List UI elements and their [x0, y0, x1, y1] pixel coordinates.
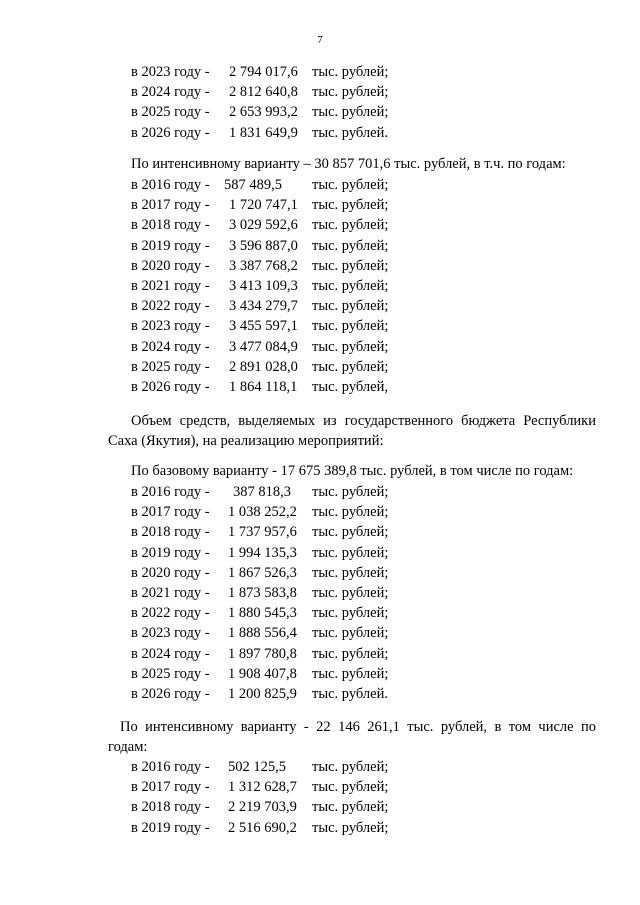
year-label: в 2023 году - [131, 64, 210, 80]
year-label: в 2016 году - [131, 484, 210, 500]
amount-value: 3 387 768,2 [229, 257, 298, 274]
budget-year-row [0, 543, 640, 563]
amount-value: 587 489,5 [224, 177, 282, 193]
budget-year-row [0, 337, 640, 357]
amount-value: 1 880 545,3 [228, 605, 297, 622]
amount-value: 1 867 526,3 [228, 564, 297, 581]
budget-year-row [0, 62, 640, 82]
year-label: в 2019 году - [131, 237, 210, 254]
budget-year-row [0, 757, 640, 777]
year-label: в 2016 году - [131, 759, 210, 775]
amount-value: 3 455 597,1 [229, 318, 298, 335]
currency-unit: тыс. рублей; [312, 338, 389, 355]
budget-year-row [0, 175, 640, 195]
budget-year-row [0, 583, 640, 603]
budget-year-row [0, 797, 640, 817]
amount-value: 1 994 135,3 [228, 544, 297, 561]
budget-year-row [0, 664, 640, 684]
amount-value: 1 897 780,8 [228, 645, 297, 662]
budget-year-row [0, 522, 640, 542]
budget-year-row [0, 215, 640, 235]
amount-value: 3 029 592,6 [229, 217, 298, 234]
currency-unit: тыс. рублей; [312, 779, 389, 796]
year-label: в 2026 году - [131, 379, 210, 395]
year-label: в 2024 году - [131, 338, 210, 355]
year-label: в 2018 году - [131, 524, 210, 541]
amount-value: 3 434 279,7 [229, 298, 298, 315]
currency-unit: тыс. рублей; [312, 278, 389, 294]
currency-unit: тыс. рублей; [312, 524, 389, 541]
currency-unit: тыс. рублей. [312, 124, 388, 141]
year-label: в 2018 году - [131, 799, 210, 816]
budget-year-row [0, 236, 640, 256]
section-heading-line: По интенсивному варианту – 30 857 701,6 тыс. рублей, в т.ч. по годам: [131, 156, 566, 172]
year-label: в 2017 году - [131, 504, 210, 521]
section-heading-line: Объем средств, выделяемых из государственного бюджета Республики [131, 413, 596, 429]
year-label: в 2023 году - [131, 318, 210, 335]
year-label: в 2026 году - [131, 124, 210, 141]
year-label: в 2024 году - [131, 84, 210, 101]
currency-unit: тыс. рублей; [312, 217, 389, 234]
section-heading-line: Саха (Якутия), на реализацию мероприятий: [108, 433, 384, 450]
year-label: в 2021 году - [131, 585, 210, 601]
currency-unit: тыс. рублей; [312, 759, 389, 775]
currency-unit: тыс. рублей; [312, 318, 389, 335]
budget-year-row [0, 82, 640, 102]
budget-year-row [0, 684, 640, 704]
budget-year-row [0, 482, 640, 502]
amount-value: 2 653 993,2 [229, 104, 298, 121]
year-label: в 2022 году - [131, 605, 210, 622]
currency-unit: тыс. рублей; [312, 84, 389, 101]
amount-value: 1 864 118,1 [229, 379, 298, 395]
amount-value: 2 794 017,6 [229, 64, 298, 80]
currency-unit: тыс. рублей; [312, 358, 389, 375]
currency-unit: тыс. рублей; [312, 197, 389, 214]
currency-unit: тыс. рублей; [312, 484, 389, 500]
currency-unit: тыс. рублей; [312, 605, 389, 622]
amount-value: 2 812 640,8 [229, 84, 298, 101]
year-label: в 2020 году - [131, 564, 210, 581]
currency-unit: тыс. рублей; [312, 237, 389, 254]
currency-unit: тыс. рублей. [312, 686, 388, 702]
amount-value: 1 720 747,1 [229, 197, 298, 214]
year-label: в 2019 году - [131, 544, 210, 561]
year-label: в 2024 году - [131, 645, 210, 662]
year-label: в 2023 году - [131, 625, 210, 642]
amount-value: 2 516 690,2 [228, 819, 297, 836]
budget-year-row [0, 623, 640, 643]
year-label: в 2017 году - [131, 779, 210, 796]
currency-unit: тыс. рублей; [312, 665, 389, 682]
budget-year-row [0, 102, 640, 122]
amount-value: 1 831 649,9 [229, 124, 298, 141]
section-heading-line: По интенсивному варианту - 22 146 261,1 тыс. рублей, в том числе по [120, 719, 596, 735]
budget-year-row [0, 603, 640, 623]
year-label: в 2025 году - [131, 104, 210, 121]
budget-year-row [0, 818, 640, 838]
amount-value: 1 737 957,6 [228, 524, 297, 541]
currency-unit: тыс. рублей; [312, 585, 389, 601]
currency-unit: тыс. рублей; [312, 625, 389, 642]
budget-year-row [0, 316, 640, 336]
currency-unit: тыс. рублей; [312, 64, 389, 80]
amount-value: 3 477 084,9 [229, 338, 298, 355]
amount-value: 2 891 028,0 [229, 358, 298, 375]
year-label: в 2017 году - [131, 197, 210, 214]
amount-value: 502 125,5 [228, 759, 286, 775]
currency-unit: тыс. рублей; [312, 298, 389, 315]
year-label: в 2025 году - [131, 665, 210, 682]
budget-year-row [0, 502, 640, 522]
page-number: 7 [317, 34, 323, 46]
budget-year-row [0, 644, 640, 664]
amount-value: 1 888 556,4 [228, 625, 297, 642]
amount-value: 1 038 252,2 [228, 504, 297, 521]
currency-unit: тыс. рублей, [312, 379, 388, 395]
amount-value: 387 818,3 [233, 484, 291, 500]
budget-year-row [0, 377, 640, 397]
year-label: в 2021 году - [131, 278, 210, 294]
currency-unit: тыс. рублей; [312, 177, 389, 193]
currency-unit: тыс. рублей; [312, 799, 389, 816]
amount-value: 2 219 703,9 [228, 799, 297, 816]
currency-unit: тыс. рублей; [312, 564, 389, 581]
currency-unit: тыс. рублей; [312, 257, 389, 274]
year-label: в 2016 году - [131, 177, 210, 193]
budget-year-row [0, 296, 640, 316]
currency-unit: тыс. рублей; [312, 819, 389, 836]
amount-value: 1 200 825,9 [228, 686, 297, 702]
budget-year-row [0, 357, 640, 377]
budget-year-row [0, 123, 640, 143]
currency-unit: тыс. рублей; [312, 504, 389, 521]
section-heading-line: годам: [108, 739, 148, 756]
budget-year-row [0, 195, 640, 215]
year-label: в 2019 году - [131, 819, 210, 836]
currency-unit: тыс. рублей; [312, 104, 389, 121]
budget-year-row [0, 563, 640, 583]
year-label: в 2020 году - [131, 257, 210, 274]
amount-value: 1 312 628,7 [228, 779, 297, 796]
amount-value: 1 908 407,8 [228, 665, 297, 682]
year-label: в 2018 году - [131, 217, 210, 234]
budget-year-row [0, 256, 640, 276]
section-heading-line: По базовому варианту - 17 675 389,8 тыс. рублей, в том числе по годам: [131, 463, 574, 479]
amount-value: 1 873 583,8 [228, 585, 297, 601]
amount-value: 3 413 109,3 [229, 278, 298, 294]
year-label: в 2026 году - [131, 686, 210, 702]
budget-year-row [0, 777, 640, 797]
currency-unit: тыс. рублей; [312, 544, 389, 561]
year-label: в 2025 году - [131, 358, 210, 375]
currency-unit: тыс. рублей; [312, 645, 389, 662]
year-label: в 2022 году - [131, 298, 210, 315]
amount-value: 3 596 887,0 [229, 237, 298, 254]
budget-year-row [0, 276, 640, 296]
